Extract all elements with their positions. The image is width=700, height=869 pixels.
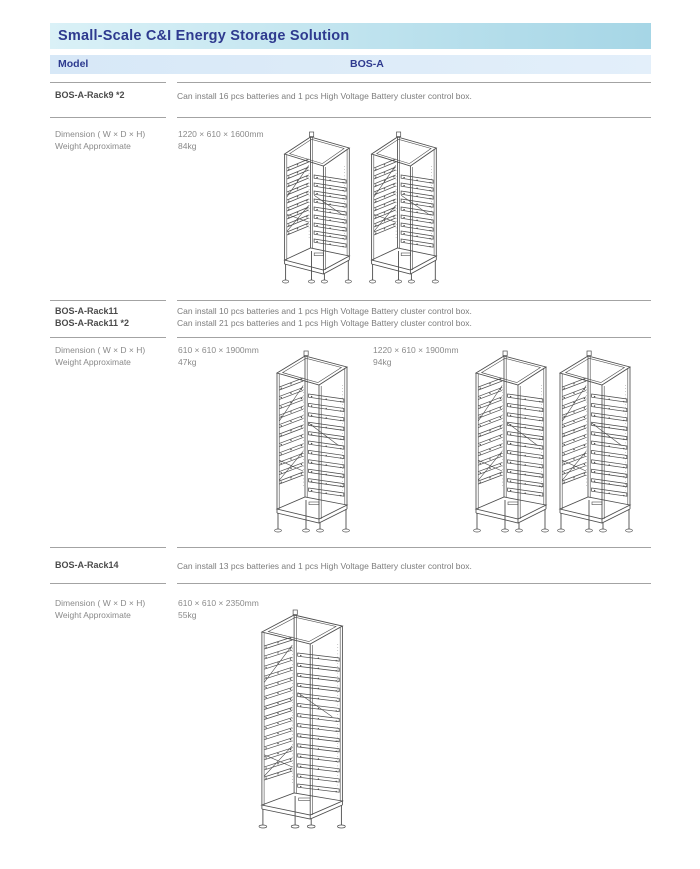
model-name: BOS-A-Rack14 <box>55 560 119 570</box>
rack-illustration <box>255 602 347 831</box>
spec-value-weight: 84kg <box>178 141 197 151</box>
spec-label-weight: Weight Approximate <box>55 357 131 367</box>
spec-label-weight: Weight Approximate <box>55 141 131 151</box>
spec-label-weight: Weight Approximate <box>55 610 131 620</box>
spec-value-dimension: 610 × 610 × 1900mm <box>178 345 259 355</box>
page-title: Small-Scale C&I Energy Storage Solution <box>58 28 350 44</box>
divider <box>177 547 651 548</box>
rack-illustration <box>271 343 351 535</box>
spec-value-dimension: 1220 × 610 × 1900mm <box>373 345 459 355</box>
model-description: Can install 13 pcs batteries and 1 pcs High Voltage Battery cluster control box. <box>177 561 472 571</box>
divider <box>177 117 651 118</box>
table-header-band <box>50 55 651 74</box>
spec-value-dimension: 1220 × 610 × 1600mm <box>178 129 264 139</box>
divider <box>50 337 166 338</box>
model-name: BOS-A-Rack11 *2 <box>55 318 130 328</box>
spec-value-weight: 94kg <box>373 357 392 367</box>
spec-label-dimension: Dimension ( W × D × H) <box>55 129 146 139</box>
divider <box>50 117 166 118</box>
title-band <box>50 23 651 49</box>
divider <box>177 337 651 338</box>
model-description: Can install 16 pcs batteries and 1 pcs High Voltage Battery cluster control box. <box>177 91 472 101</box>
divider <box>177 300 651 301</box>
divider <box>50 547 166 548</box>
column-header-model: Model <box>58 58 89 70</box>
column-header-product: BOS-A <box>350 58 384 70</box>
spec-value-dimension: 610 × 610 × 2350mm <box>178 598 259 608</box>
rack-illustration <box>279 124 353 286</box>
spec-value-weight: 47kg <box>178 357 197 367</box>
model-description: Can install 21 pcs batteries and 1 pcs High Voltage Battery cluster control box. <box>177 318 472 328</box>
spec-value-weight: 55kg <box>178 610 197 620</box>
spec-label-dimension: Dimension ( W × D × H) <box>55 598 146 608</box>
divider <box>50 583 166 584</box>
model-name: BOS-A-Rack9 *2 <box>55 90 125 100</box>
model-name: BOS-A-Rack11 <box>55 306 119 316</box>
divider <box>50 82 166 83</box>
spec-label-dimension: Dimension ( W × D × H) <box>55 345 146 355</box>
divider <box>177 583 651 584</box>
divider <box>177 82 651 83</box>
model-description: Can install 10 pcs batteries and 1 pcs High Voltage Battery cluster control box. <box>177 306 472 316</box>
rack-illustration <box>470 343 550 535</box>
divider <box>50 300 166 301</box>
rack-illustration <box>366 124 440 286</box>
rack-illustration <box>554 343 634 535</box>
